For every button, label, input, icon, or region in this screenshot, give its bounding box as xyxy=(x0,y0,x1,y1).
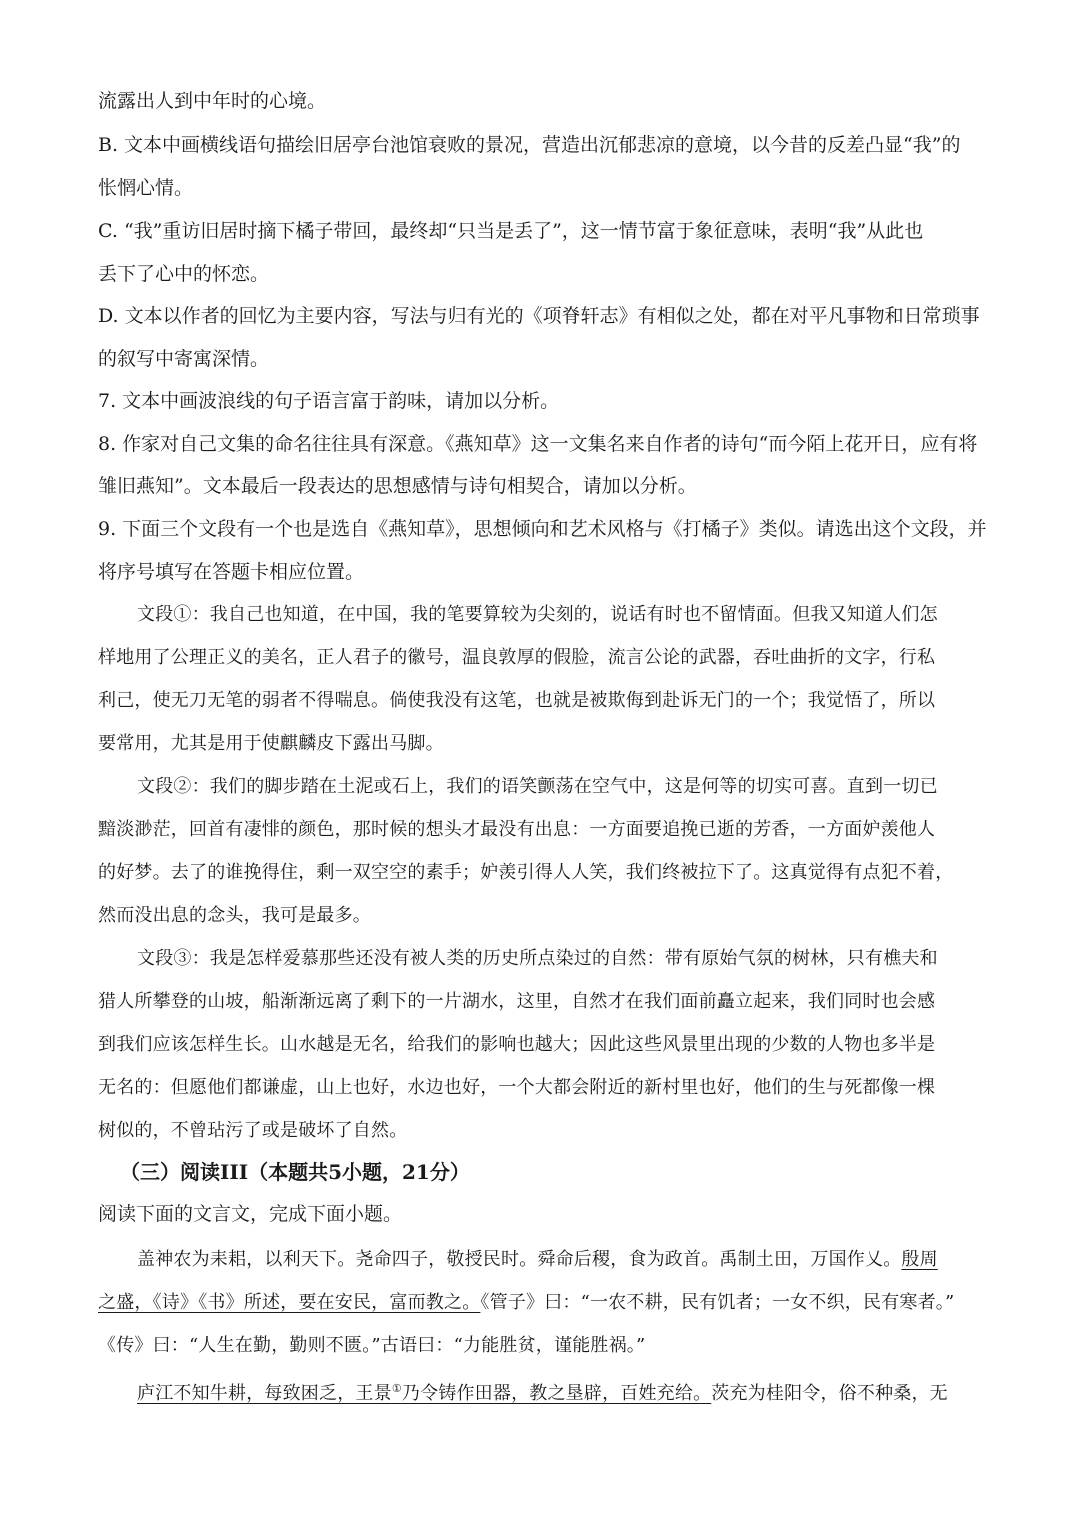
question-6-option-d: D. 文本以作者的回忆为主要内容，写法与归有光的《项脊轩志》有相似之处，都在对平凡事物和日常琐事 xyxy=(98,305,980,327)
classical-text: 茨充为桂阳令，俗不种桑，无 xyxy=(711,1383,948,1404)
classical-line-3: 《传》曰：“人生在勤，勤则不匮。”古语曰：“力能胜贫，谨能胜祸。” xyxy=(98,1335,646,1356)
section-heading: （三）阅读III（本题共5小题，21分） xyxy=(120,1160,470,1184)
classical-text: 庐江不知牛耕，每致困乏，王景 xyxy=(137,1383,392,1404)
question-6-option-d-cont: 的叙写中寄寓深情。 xyxy=(98,348,270,370)
classical-text: 盖神农为耒耜，以利天下。尧命四子，敬授民时。舜命后稷，食为政首。禹制土田，万国作乂。 xyxy=(137,1249,902,1270)
question-9: 9. 下面三个文段有一个也是选自《燕知草》，思想倾向和艺术风格与《打橘子》类似。请选出这个文段，并 xyxy=(98,518,987,540)
footnote-marker: ① xyxy=(391,1382,402,1395)
question-6-option-b: B. 文本中画横线语句描绘旧居亭台池馆衰败的景况，营造出沉郁悲凉的意境，以今昔的反差凸显“我”的 xyxy=(98,134,961,156)
classical-line-1 xyxy=(137,1246,983,1274)
classical-text: 《管子》曰：“一农不耕，民有饥者；一女不织，民有寒者。” xyxy=(480,1292,955,1313)
underlined-sentence: 之盛，《诗》《书》所述，要在安民，富而教之。 xyxy=(98,1292,481,1313)
passage-line: 黯淡渺茫，回首有凄悱的颜色，那时候的想头才最没有出息：一方面要追挽已逝的芳香，一方面妒羡他人 xyxy=(98,819,936,840)
passage-line: 文段①：我自己也知道，在中国，我的笔要算较为尖刻的，说话有时也不留情面。但我又知道人们怎 xyxy=(137,604,938,625)
classical-line-2 xyxy=(98,1289,983,1317)
question-9-cont: 将序号填写在答题卡相应位置。 xyxy=(98,561,365,583)
passage-line: 到我们应该怎样生长。山水越是无名，给我们的影响也越大；因此这些风景里出现的少数的人物也多半是 xyxy=(98,1034,936,1055)
passage-line: 树似的，不曾玷污了或是破坏了自然。 xyxy=(98,1120,408,1141)
question-8-cont: 雏旧燕知”。文本最后一段表达的思想感情与诗句相契合，请加以分析。 xyxy=(98,475,697,497)
passage-line: 的好梦。去了的谁挽得住，剩一双空空的素手；妒羡引得人人笑，我们终被拉下了。这真觉得有点犯不着， xyxy=(98,862,954,883)
underlined-sentence xyxy=(137,1383,711,1404)
question-8: 8. 作家对自己文集的命名往往具有深意。《燕知草》这一文集名来自作者的诗句“而今陌上花开日，应有将 xyxy=(98,433,978,455)
section-instruction: 阅读下面的文言文，完成下面小题。 xyxy=(98,1203,403,1225)
question-6-option-c-cont: 丢下了心中的怀恋。 xyxy=(98,263,270,285)
passage-line: 无名的：但愿他们都谦虚，山上也好，水边也好，一个大都会附近的新村里也好，他们的生与死都像一棵 xyxy=(98,1077,936,1098)
question-6-option-c: C. “我”重访旧居时摘下橘子带回，最终却“只当是丢了”，这一情节富于象征意味，表明“我”从此也 xyxy=(98,220,924,242)
passage-line: 文段③：我是怎样爱慕那些还没有被人类的历史所点染过的自然：带有原始气氛的树林，只有樵夫和 xyxy=(137,948,938,969)
passage-line: 要常用，尤其是用于使麒麟皮下露出马脚。 xyxy=(98,733,444,754)
passage-line: 猎人所攀登的山坡，船渐渐远离了剩下的一片湖水，这里，自然才在我们面前矗立起来，我们同时也会感 xyxy=(98,991,936,1012)
question-7: 7. 文本中画波浪线的句子语言富于韵味，请加以分析。 xyxy=(98,390,560,412)
question-6-option-b-cont: 怅惘心情。 xyxy=(98,177,194,199)
underlined-sentence: 殷周 xyxy=(901,1249,938,1270)
passage-line: 文段②：我们的脚步踏在土泥或石上，我们的语笑颤荡在空气中，这是何等的切实可喜。直到一切已 xyxy=(137,776,938,797)
passage-line: 样地用了公理正义的美名，正人君子的徽号，温良敦厚的假脸，流言公论的武器，吞吐曲折的文字，行私 xyxy=(98,647,936,668)
passage-line: 然而没出息的念头，我可是最多。 xyxy=(98,905,371,926)
passage-line: 利己，使无刀无笔的弱者不得喘息。倘使我没有这笔，也就是被欺侮到赴诉无门的一个；我觉悟了，所以 xyxy=(98,690,936,711)
question-6-option-a-tail: 流露出人到中年时的心境。 xyxy=(98,90,327,112)
classical-text: 乃令铸作田器，教之垦辟，百姓充给。 xyxy=(401,1383,712,1404)
classical-line-4 xyxy=(137,1375,983,1408)
